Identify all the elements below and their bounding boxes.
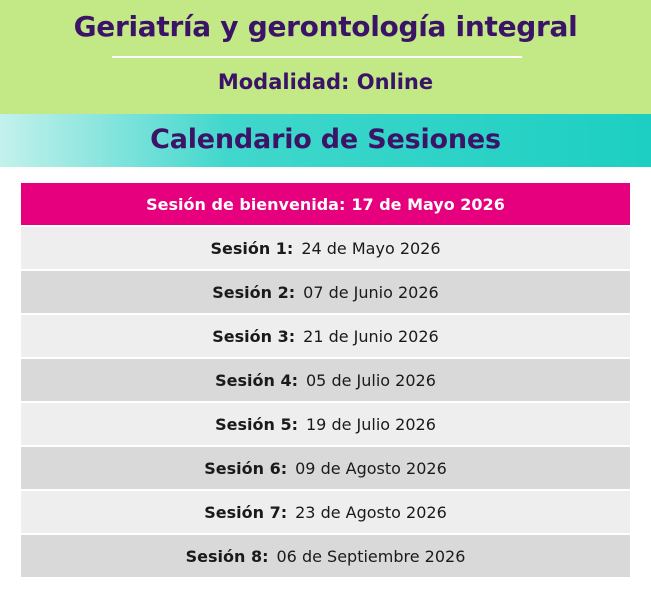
session-row: [21, 359, 630, 403]
calendar-title: Calendario de Sesiones: [150, 124, 501, 155]
session-date: 21 de Junio 2026: [303, 326, 439, 346]
welcome-session-row: [21, 183, 630, 227]
session-date: 05 de Julio 2026: [306, 370, 436, 390]
session-label: Sesión 1:: [210, 238, 294, 258]
session-row: [21, 535, 630, 579]
welcome-session-date: 17 de Mayo 2026: [351, 194, 505, 214]
session-label: Sesión 3:: [212, 326, 296, 346]
welcome-session-label: Sesión de bienvenida:: [146, 194, 346, 214]
session-date: 19 de Julio 2026: [306, 414, 436, 434]
session-label: Sesión 2:: [212, 282, 296, 302]
session-row: [21, 491, 630, 535]
modality-label: Modalidad: Online: [217, 70, 434, 94]
session-date: 07 de Junio 2026: [303, 282, 439, 302]
session-date: 06 de Septiembre 2026: [276, 546, 466, 566]
session-row: [21, 315, 630, 359]
session-row: [21, 271, 630, 315]
session-row: [21, 227, 630, 271]
session-date: 24 de Mayo 2026: [301, 238, 441, 258]
course-title: Geriatría y gerontología integral: [73, 10, 578, 43]
sessions-table: [21, 183, 630, 579]
session-row: [21, 447, 630, 491]
session-row: [21, 403, 630, 447]
session-date: 09 de Agosto 2026: [295, 458, 447, 478]
session-label: Sesión 5:: [215, 414, 298, 434]
title-divider: [112, 56, 522, 58]
session-label: Sesión 8:: [185, 546, 269, 566]
session-label: Sesión 6:: [204, 458, 288, 478]
session-date: 23 de Agosto 2026: [295, 502, 447, 522]
session-label: Sesión 7:: [204, 502, 288, 522]
session-label: Sesión 4:: [215, 370, 298, 390]
